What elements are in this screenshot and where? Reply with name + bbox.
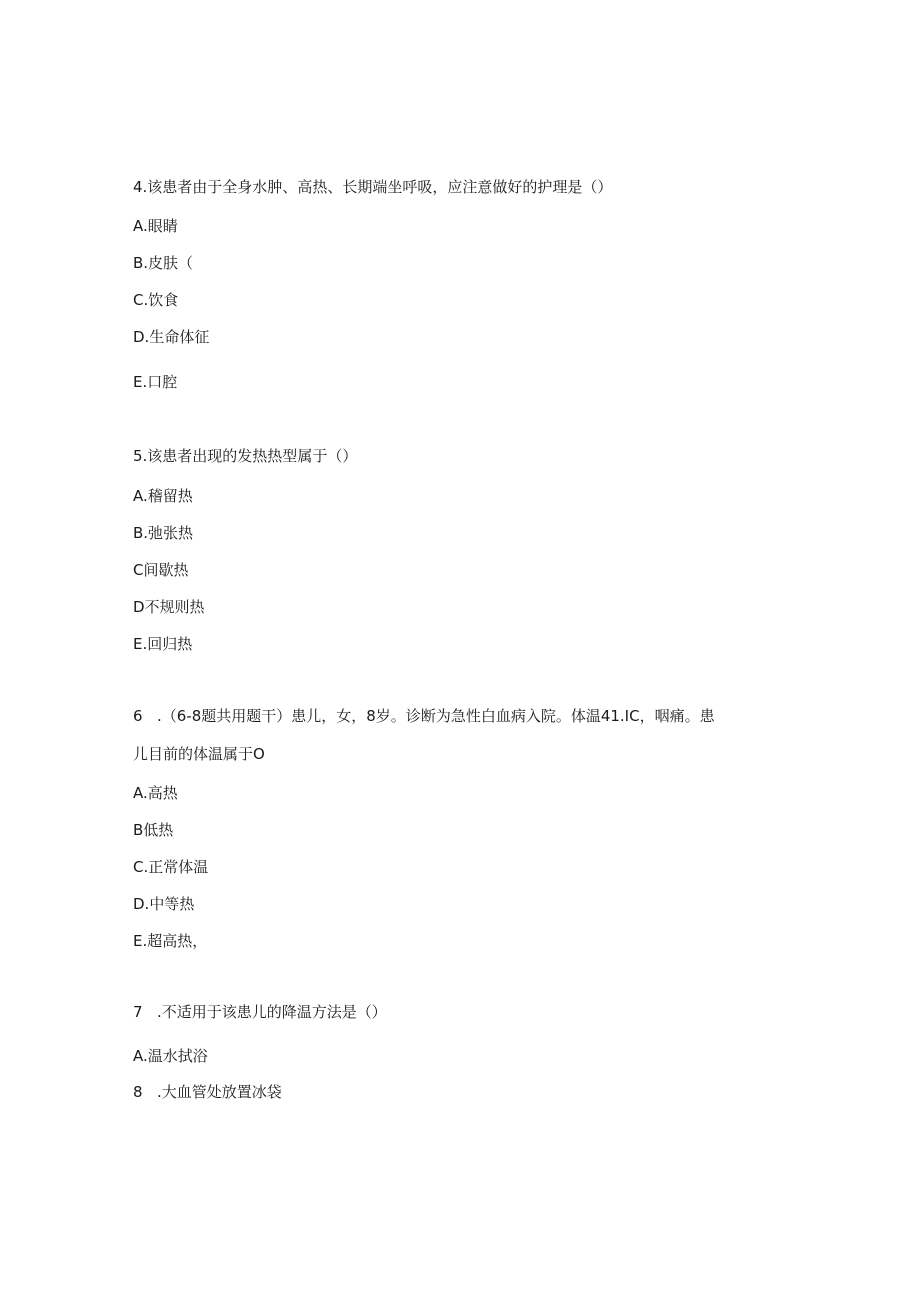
question-4-option-c: C.饮食 <box>133 291 179 309</box>
question-6-option-b: B低热 <box>133 821 174 839</box>
question-6-option-d: D.中等热 <box>133 895 195 913</box>
question-6-stem-line-2: 儿目前的体温属于O <box>133 745 265 763</box>
question-8-stem-text: .大血管处放置冰袋 <box>157 1083 282 1101</box>
question-7-stem <box>133 1002 387 1022</box>
question-8-number: 8 <box>133 1083 143 1101</box>
question-6-number: 6 <box>133 707 143 725</box>
question-6-stem-text: .（6-8题共用题干）患儿，女，8岁。诊断为急性白血病入院。体温41.IC，咽痛。患 <box>157 707 715 725</box>
question-6-option-c: C.正常体温 <box>133 858 209 876</box>
question-7-option-a: A.温水拭浴 <box>133 1047 208 1065</box>
question-4-option-b: B.皮肤（ <box>133 254 194 272</box>
question-7-stem-text: .不适用于该患儿的降温方法是（） <box>157 1003 387 1021</box>
question-6-stem-line-1 <box>133 706 715 726</box>
question-5-option-e: E.回归热 <box>133 635 193 653</box>
question-6-option-a: A.高热 <box>133 784 178 802</box>
question-5-option-d: D不规则热 <box>133 598 205 616</box>
question-4-option-a: A.眼睛 <box>133 217 178 235</box>
question-5-option-b: B.弛张热 <box>133 524 194 542</box>
question-4-option-e: E.口腔 <box>133 373 178 391</box>
question-5-option-a: A.稽留热 <box>133 487 193 505</box>
question-4-option-d: D.生命体征 <box>133 328 210 346</box>
question-5-stem: 5.该患者出现的发热热型属于（） <box>133 447 358 465</box>
question-4-stem: 4.该患者由于全身水肿、高热、长期端坐呼吸，应注意做好的护理是（） <box>133 178 613 196</box>
question-6-option-e: E.超高热， <box>133 932 208 950</box>
question-7-number: 7 <box>133 1003 143 1021</box>
question-5-option-c: C间歇热 <box>133 561 189 579</box>
question-8-stem <box>133 1082 282 1102</box>
